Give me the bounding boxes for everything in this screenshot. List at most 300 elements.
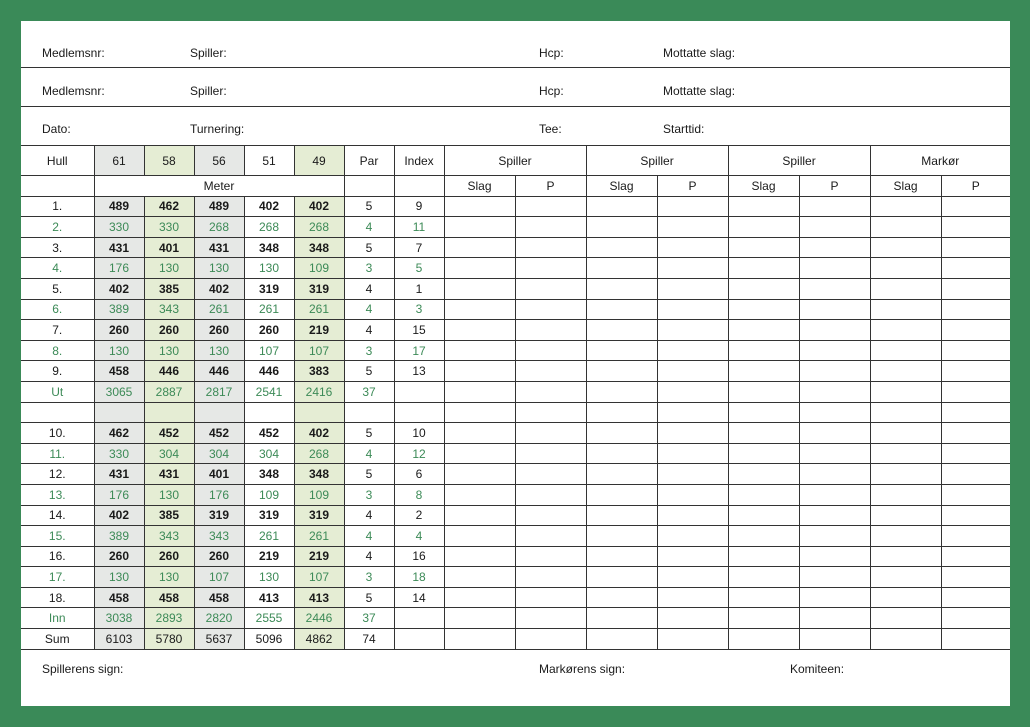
slag-entry-cell[interactable] (586, 217, 657, 238)
points-entry-cell[interactable] (941, 464, 1010, 485)
points-entry-cell[interactable] (657, 443, 728, 464)
slag-entry-cell[interactable] (444, 484, 515, 505)
slag-entry-cell[interactable] (870, 629, 941, 650)
points-entry-cell[interactable] (657, 278, 728, 299)
hole-number: 4. (21, 258, 94, 279)
points-entry-cell[interactable] (515, 484, 586, 505)
tee-header-49: 49 (294, 146, 344, 176)
table-row (21, 526, 1010, 547)
slag-entry-cell[interactable] (586, 608, 657, 629)
distance-cell: 413 (294, 587, 344, 608)
table-row (21, 217, 1010, 238)
distance-cell: 431 (94, 464, 144, 485)
slag-entry-cell[interactable] (728, 505, 799, 526)
table-row (21, 587, 1010, 608)
distance-cell: 268 (244, 217, 294, 238)
distance-cell: 348 (244, 464, 294, 485)
slag-entry-cell[interactable] (444, 402, 515, 423)
points-entry-cell[interactable] (515, 237, 586, 258)
hole-number: 17. (21, 567, 94, 588)
slag-entry-cell[interactable] (728, 237, 799, 258)
points-entry-cell[interactable] (941, 567, 1010, 588)
table-row (21, 320, 1010, 341)
total-par-cell: 74 (344, 629, 394, 650)
slag-entry-cell[interactable] (586, 526, 657, 547)
points-entry-cell[interactable] (515, 299, 586, 320)
points-entry-cell[interactable] (515, 340, 586, 361)
slag-entry-cell[interactable] (586, 299, 657, 320)
slag-entry-cell[interactable] (728, 484, 799, 505)
distance-cell: 446 (194, 361, 244, 382)
points-entry-cell[interactable] (941, 587, 1010, 608)
slag-entry-cell[interactable] (586, 567, 657, 588)
player-signature-label: Spillerens sign: (42, 662, 124, 676)
blank-cell (294, 402, 344, 423)
hole-number: 13. (21, 484, 94, 505)
member-number-label-1: Medlemsnr: (42, 46, 105, 60)
slag-entry-cell[interactable] (586, 258, 657, 279)
slag-entry-cell[interactable] (728, 402, 799, 423)
distance-cell: 260 (244, 320, 294, 341)
distance-cell: 431 (94, 237, 144, 258)
points-entry-cell[interactable] (657, 320, 728, 341)
points-entry-cell[interactable] (515, 526, 586, 547)
slag-entry-cell[interactable] (870, 505, 941, 526)
slag-entry-cell[interactable] (444, 464, 515, 485)
par-cell: 5 (344, 196, 394, 217)
points-entry-cell[interactable] (657, 299, 728, 320)
distance-cell: 383 (294, 361, 344, 382)
points-entry-cell[interactable] (941, 278, 1010, 299)
slag-entry-cell[interactable] (586, 587, 657, 608)
slag-entry-cell[interactable] (728, 196, 799, 217)
slag-header: Slag (444, 176, 515, 197)
distance-cell: 176 (194, 484, 244, 505)
slag-entry-cell[interactable] (870, 423, 941, 444)
points-entry-cell[interactable] (515, 587, 586, 608)
points-entry-cell[interactable] (941, 505, 1010, 526)
distance-cell: 389 (94, 526, 144, 547)
slag-entry-cell[interactable] (870, 340, 941, 361)
points-entry-cell[interactable] (941, 546, 1010, 567)
points-entry-cell[interactable] (941, 443, 1010, 464)
distance-cell: 452 (144, 423, 194, 444)
points-entry-cell[interactable] (657, 381, 728, 402)
distance-cell: 348 (294, 464, 344, 485)
points-entry-cell[interactable] (799, 505, 870, 526)
points-entry-cell[interactable] (799, 629, 870, 650)
par-cell: 5 (344, 587, 394, 608)
slag-entry-cell[interactable] (444, 505, 515, 526)
slag-entry-cell[interactable] (870, 608, 941, 629)
table-row (21, 299, 1010, 320)
start-time-label: Starttid: (663, 122, 705, 136)
slag-entry-cell[interactable] (870, 258, 941, 279)
slag-entry-cell[interactable] (444, 587, 515, 608)
slag-entry-cell[interactable] (444, 237, 515, 258)
par-cell: 5 (344, 361, 394, 382)
distance-cell: 176 (94, 484, 144, 505)
slag-entry-cell[interactable] (728, 629, 799, 650)
distance-cell: 261 (244, 526, 294, 547)
par-cell: 5 (344, 464, 394, 485)
slag-entry-cell[interactable] (586, 237, 657, 258)
slag-entry-cell[interactable] (870, 361, 941, 382)
points-entry-cell[interactable] (515, 608, 586, 629)
score-table (21, 146, 1010, 650)
points-entry-cell[interactable] (657, 629, 728, 650)
index-cell: 15 (394, 320, 444, 341)
points-entry-cell[interactable] (657, 217, 728, 238)
total-row (21, 608, 1010, 629)
points-entry-cell[interactable] (515, 217, 586, 238)
total-distance-cell: 3065 (94, 381, 144, 402)
points-entry-cell[interactable] (657, 567, 728, 588)
slag-entry-cell[interactable] (586, 196, 657, 217)
slag-entry-cell[interactable] (444, 567, 515, 588)
index-cell: 13 (394, 361, 444, 382)
points-entry-cell[interactable] (515, 567, 586, 588)
hole-number: 15. (21, 526, 94, 547)
points-entry-cell[interactable] (657, 464, 728, 485)
total-distance-cell: 2555 (244, 608, 294, 629)
distance-cell: 304 (144, 443, 194, 464)
points-entry-cell[interactable] (515, 361, 586, 382)
index-cell: 14 (394, 587, 444, 608)
points-entry-cell[interactable] (515, 402, 586, 423)
points-entry-cell[interactable] (799, 196, 870, 217)
points-entry-cell[interactable] (515, 629, 586, 650)
distance-cell: 219 (294, 546, 344, 567)
slag-entry-cell[interactable] (586, 340, 657, 361)
distance-cell: 343 (194, 526, 244, 547)
total-distance-cell: 2893 (144, 608, 194, 629)
points-entry-cell[interactable] (515, 464, 586, 485)
points-entry-cell[interactable] (799, 567, 870, 588)
tournament-label: Turnering: (190, 122, 245, 136)
table-row (21, 464, 1010, 485)
slag-entry-cell[interactable] (870, 320, 941, 341)
slag-entry-cell[interactable] (870, 237, 941, 258)
total-distance-cell: 4862 (294, 629, 344, 650)
par-cell: 3 (344, 484, 394, 505)
slag-entry-cell[interactable] (586, 546, 657, 567)
distance-cell: 389 (94, 299, 144, 320)
points-entry-cell[interactable] (941, 608, 1010, 629)
distance-cell: 130 (194, 340, 244, 361)
points-entry-cell[interactable] (941, 361, 1010, 382)
blank-cell (144, 402, 194, 423)
slag-entry-cell[interactable] (444, 608, 515, 629)
distance-cell: 268 (194, 217, 244, 238)
points-entry-cell[interactable] (941, 320, 1010, 341)
points-header: P (515, 176, 586, 197)
slag-entry-cell[interactable] (444, 443, 515, 464)
slag-entry-cell[interactable] (870, 443, 941, 464)
slag-entry-cell[interactable] (870, 402, 941, 423)
table-row (21, 567, 1010, 588)
par-header: Par (344, 146, 394, 176)
slag-entry-cell[interactable] (586, 278, 657, 299)
points-entry-cell[interactable] (799, 526, 870, 547)
par-cell: 3 (344, 567, 394, 588)
index-cell: 1 (394, 278, 444, 299)
points-entry-cell[interactable] (515, 546, 586, 567)
slag-entry-cell[interactable] (728, 381, 799, 402)
slag-entry-cell[interactable] (444, 299, 515, 320)
slag-entry-cell[interactable] (728, 320, 799, 341)
points-entry-cell[interactable] (799, 464, 870, 485)
blank-cell (21, 402, 94, 423)
slag-entry-cell[interactable] (586, 443, 657, 464)
points-entry-cell[interactable] (515, 443, 586, 464)
points-entry-cell[interactable] (657, 484, 728, 505)
points-entry-cell[interactable] (799, 402, 870, 423)
slag-entry-cell[interactable] (728, 299, 799, 320)
distance-cell: 452 (244, 423, 294, 444)
distance-cell: 431 (194, 237, 244, 258)
points-entry-cell[interactable] (799, 320, 870, 341)
slag-entry-cell[interactable] (586, 629, 657, 650)
slag-entry-cell[interactable] (586, 464, 657, 485)
distance-cell: 385 (144, 278, 194, 299)
distance-cell: 343 (144, 299, 194, 320)
points-entry-cell[interactable] (799, 443, 870, 464)
hole-number: 3. (21, 237, 94, 258)
distance-cell: 348 (244, 237, 294, 258)
points-entry-cell[interactable] (941, 423, 1010, 444)
points-entry-cell[interactable] (515, 423, 586, 444)
distance-cell: 343 (144, 526, 194, 547)
hole-number: 14. (21, 505, 94, 526)
slag-entry-cell[interactable] (586, 320, 657, 341)
distance-cell: 319 (294, 505, 344, 526)
slag-entry-cell[interactable] (870, 567, 941, 588)
slag-entry-cell[interactable] (728, 423, 799, 444)
distance-cell: 260 (94, 320, 144, 341)
slag-entry-cell[interactable] (444, 258, 515, 279)
slag-entry-cell[interactable] (870, 526, 941, 547)
points-entry-cell[interactable] (657, 587, 728, 608)
points-entry-cell[interactable] (941, 258, 1010, 279)
slag-entry-cell[interactable] (728, 217, 799, 238)
slag-entry-cell[interactable] (586, 402, 657, 423)
table-subheader-row (21, 176, 1010, 197)
points-entry-cell[interactable] (941, 196, 1010, 217)
distance-cell: 107 (194, 567, 244, 588)
points-entry-cell[interactable] (657, 546, 728, 567)
index-cell: 8 (394, 484, 444, 505)
points-entry-cell[interactable] (657, 526, 728, 547)
points-entry-cell[interactable] (799, 608, 870, 629)
par-cell: 4 (344, 299, 394, 320)
distance-cell: 261 (294, 526, 344, 547)
slag-entry-cell[interactable] (444, 196, 515, 217)
total-distance-cell: 5637 (194, 629, 244, 650)
points-entry-cell[interactable] (799, 381, 870, 402)
header-divider (21, 106, 1010, 107)
slag-entry-cell[interactable] (870, 546, 941, 567)
distance-cell: 458 (94, 361, 144, 382)
slag-entry-cell[interactable] (728, 567, 799, 588)
points-entry-cell[interactable] (657, 505, 728, 526)
slag-entry-cell[interactable] (444, 278, 515, 299)
points-entry-cell[interactable] (941, 340, 1010, 361)
par-cell: 4 (344, 526, 394, 547)
distance-cell: 130 (94, 340, 144, 361)
tee-header-61: 61 (94, 146, 144, 176)
par-cell: 3 (344, 340, 394, 361)
slag-entry-cell[interactable] (444, 340, 515, 361)
points-entry-cell[interactable] (657, 196, 728, 217)
blank-cell (394, 381, 444, 402)
table-row (21, 443, 1010, 464)
points-entry-cell[interactable] (941, 299, 1010, 320)
points-entry-cell[interactable] (657, 258, 728, 279)
distance-cell: 489 (94, 196, 144, 217)
distance-cell: 319 (194, 505, 244, 526)
points-entry-cell[interactable] (799, 278, 870, 299)
points-entry-cell[interactable] (799, 587, 870, 608)
points-entry-cell[interactable] (799, 340, 870, 361)
distance-cell: 260 (94, 546, 144, 567)
tee-header-51: 51 (244, 146, 294, 176)
distance-cell: 304 (244, 443, 294, 464)
player-column-header: Spiller (444, 146, 586, 176)
hcp-label-2: Hcp: (539, 84, 564, 98)
tee-header-58: 58 (144, 146, 194, 176)
distance-cell: 261 (194, 299, 244, 320)
slag-entry-cell[interactable] (444, 546, 515, 567)
blank-cell (394, 629, 444, 650)
slag-entry-cell[interactable] (728, 443, 799, 464)
distance-cell: 109 (244, 484, 294, 505)
player-column-header: Spiller (728, 146, 870, 176)
points-entry-cell[interactable] (799, 217, 870, 238)
index-cell: 9 (394, 196, 444, 217)
blank-cell (344, 176, 394, 197)
points-entry-cell[interactable] (799, 484, 870, 505)
points-entry-cell[interactable] (515, 505, 586, 526)
points-entry-cell[interactable] (799, 361, 870, 382)
slag-entry-cell[interactable] (728, 258, 799, 279)
slag-entry-cell[interactable] (586, 505, 657, 526)
points-entry-cell[interactable] (941, 526, 1010, 547)
slag-entry-cell[interactable] (728, 587, 799, 608)
points-entry-cell[interactable] (515, 320, 586, 341)
slag-entry-cell[interactable] (728, 278, 799, 299)
points-entry-cell[interactable] (657, 402, 728, 423)
table-row (21, 361, 1010, 382)
slag-entry-cell[interactable] (870, 587, 941, 608)
points-entry-cell[interactable] (515, 278, 586, 299)
total-distance-cell: 5780 (144, 629, 194, 650)
slag-entry-cell[interactable] (728, 340, 799, 361)
distance-cell: 401 (144, 237, 194, 258)
received-strokes-label-1: Mottatte slag: (663, 46, 736, 60)
slag-entry-cell[interactable] (586, 381, 657, 402)
points-entry-cell[interactable] (941, 484, 1010, 505)
index-cell: 12 (394, 443, 444, 464)
slag-entry-cell[interactable] (444, 423, 515, 444)
points-entry-cell[interactable] (799, 299, 870, 320)
points-entry-cell[interactable] (799, 258, 870, 279)
points-entry-cell[interactable] (515, 258, 586, 279)
points-entry-cell[interactable] (515, 381, 586, 402)
par-cell: 4 (344, 505, 394, 526)
distance-cell: 402 (244, 196, 294, 217)
received-strokes-label-2: Mottatte slag: (663, 84, 736, 98)
points-entry-cell[interactable] (799, 423, 870, 444)
spacer-row (21, 402, 1010, 423)
hole-number: 7. (21, 320, 94, 341)
distance-cell: 462 (94, 423, 144, 444)
meter-header: Meter (94, 176, 344, 197)
slag-entry-cell[interactable] (870, 464, 941, 485)
points-entry-cell[interactable] (657, 361, 728, 382)
total-par-cell: 37 (344, 608, 394, 629)
slag-entry-cell[interactable] (444, 629, 515, 650)
slag-entry-cell[interactable] (870, 196, 941, 217)
slag-entry-cell[interactable] (586, 361, 657, 382)
points-entry-cell[interactable] (941, 402, 1010, 423)
slag-entry-cell[interactable] (586, 423, 657, 444)
points-entry-cell[interactable] (941, 237, 1010, 258)
slag-entry-cell[interactable] (728, 608, 799, 629)
total-label: Inn (21, 608, 94, 629)
points-entry-cell[interactable] (799, 546, 870, 567)
distance-cell: 260 (194, 320, 244, 341)
slag-entry-cell[interactable] (870, 278, 941, 299)
date-label: Dato: (42, 122, 71, 136)
slag-entry-cell[interactable] (444, 381, 515, 402)
slag-entry-cell[interactable] (728, 464, 799, 485)
distance-cell: 330 (94, 217, 144, 238)
slag-entry-cell[interactable] (444, 526, 515, 547)
points-entry-cell[interactable] (657, 237, 728, 258)
hole-number: 16. (21, 546, 94, 567)
points-entry-cell[interactable] (941, 629, 1010, 650)
distance-cell: 260 (144, 320, 194, 341)
points-entry-cell[interactable] (941, 217, 1010, 238)
slag-entry-cell[interactable] (728, 361, 799, 382)
slag-header: Slag (728, 176, 799, 197)
slag-entry-cell[interactable] (444, 217, 515, 238)
slag-entry-cell[interactable] (870, 381, 941, 402)
distance-cell: 330 (144, 217, 194, 238)
points-entry-cell[interactable] (941, 381, 1010, 402)
points-entry-cell[interactable] (515, 196, 586, 217)
points-entry-cell[interactable] (799, 237, 870, 258)
slag-entry-cell[interactable] (444, 320, 515, 341)
hole-number: 10. (21, 423, 94, 444)
total-distance-cell: 2887 (144, 381, 194, 402)
index-cell: 16 (394, 546, 444, 567)
slag-entry-cell[interactable] (870, 299, 941, 320)
distance-cell: 462 (144, 196, 194, 217)
slag-header: Slag (870, 176, 941, 197)
points-entry-cell[interactable] (657, 608, 728, 629)
slag-entry-cell[interactable] (870, 217, 941, 238)
slag-entry-cell[interactable] (586, 484, 657, 505)
points-entry-cell[interactable] (657, 340, 728, 361)
points-entry-cell[interactable] (657, 423, 728, 444)
slag-entry-cell[interactable] (444, 361, 515, 382)
slag-entry-cell[interactable] (728, 526, 799, 547)
slag-entry-cell[interactable] (728, 546, 799, 567)
hole-number: 2. (21, 217, 94, 238)
slag-entry-cell[interactable] (870, 484, 941, 505)
